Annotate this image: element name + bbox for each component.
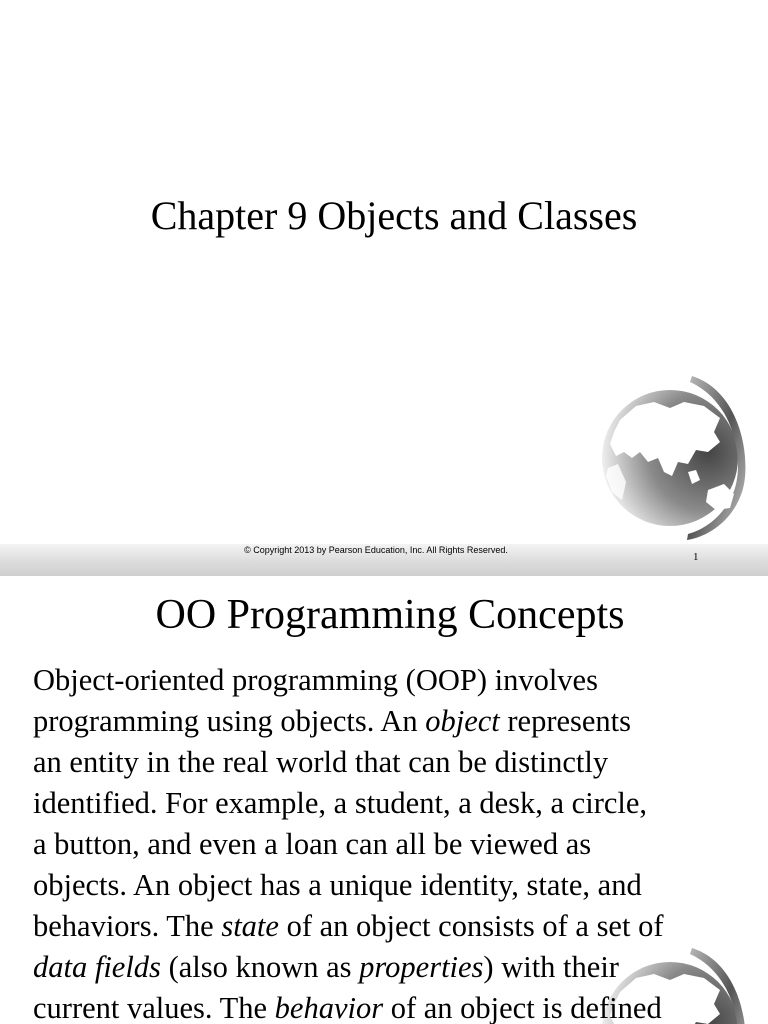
emphasized-term: state (221, 909, 279, 943)
body-text-line (33, 742, 768, 783)
body-text-line (33, 824, 768, 865)
body-text-line (33, 783, 768, 824)
text-run: a button, and even a loan can all be viewed as (33, 827, 592, 861)
page-number: 1 (693, 551, 699, 563)
text-run: of an object is defined (383, 991, 662, 1024)
text-run: Object-oriented programming (OOP) involves (33, 663, 598, 697)
text-run: behaviors. The (33, 909, 222, 943)
text-run: identified. For example, a student, a desk, a circle, (33, 786, 648, 820)
emphasized-term: behavior (274, 991, 384, 1024)
text-run: objects. An object has a unique identity, state, and (33, 868, 642, 902)
body-text-line (33, 947, 768, 988)
emphasized-term: properties (359, 950, 484, 984)
body-text-line (33, 865, 768, 906)
slide-body-text (33, 660, 768, 1024)
text-run: programming using objects. An (33, 704, 426, 738)
text-run: current values. The (33, 991, 275, 1024)
slide-title: Chapter 9 Objects and Classes (150, 193, 638, 238)
text-run: represents (499, 704, 632, 738)
body-text-line (33, 906, 768, 947)
globe-icon (592, 372, 752, 562)
emphasized-term: object (425, 704, 500, 738)
slide-title: OO Programming Concepts (155, 592, 625, 638)
text-run: of an object consists of a set of (278, 909, 664, 943)
text-run: an entity in the real world that can be distinctly (33, 745, 609, 779)
emphasized-term: data fields (33, 950, 161, 984)
text-run: ) with their (483, 950, 619, 984)
body-text-line (33, 701, 768, 742)
body-text-line (33, 660, 768, 701)
body-text-line (33, 988, 768, 1024)
copyright-notice: © Copyright 2013 by Pearson Education, Inc. All Rights Reserved. (244, 545, 508, 555)
text-run: (also known as (160, 950, 360, 984)
slide-2 (0, 576, 768, 1024)
